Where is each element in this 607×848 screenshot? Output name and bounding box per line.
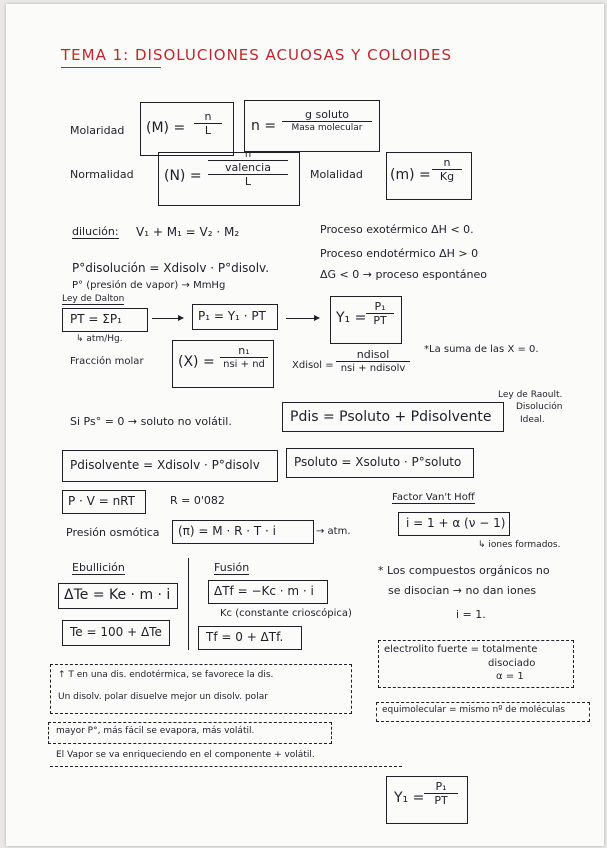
moles-fraction [282, 108, 372, 135]
suma-x-note: *La suma de las X = 0. [424, 344, 539, 355]
proceso-endotermico: Proceso endotérmico ΔH > 0 [320, 247, 479, 260]
presion-osmotica-unit: → atm. [316, 526, 351, 537]
fraccion-num: n₁ [238, 344, 250, 357]
nota-endotermica: ↑ T en una dis. endotérmica, se favorece la dis. [58, 670, 274, 680]
si-ps-note: Si Ps° = 0 → soluto no volátil. [70, 415, 232, 428]
arrow-right-icon [286, 318, 318, 319]
moles-lhs: n = [251, 118, 277, 134]
divider [188, 558, 189, 650]
y1-den: PT [373, 314, 387, 327]
molalidad-num: n [443, 156, 451, 169]
presion-vapor-note: P° (presión de vapor) → MmHg [72, 280, 226, 291]
page-title: TEMA 1: DISOLUCIONES ACUOSAS Y COLOIDES [61, 46, 452, 64]
pdis-eq: Pdis = Psoluto + Pdisolvente [290, 409, 492, 425]
arrow-right-icon [152, 318, 182, 319]
xdisol-num: ndisol [356, 348, 390, 361]
electrolito-line3: α = 1 [496, 671, 524, 682]
tf-eq: Tf = 0 + ΔTf. [206, 630, 284, 644]
organicos-line2: se disocian → no dan iones [388, 584, 537, 597]
title-underline [61, 67, 161, 68]
factor-label: Factor Van't Hoff [392, 492, 475, 503]
normalidad-fraction [208, 150, 288, 188]
dashed-underline [50, 766, 402, 767]
presion-osmotica-label: Presión osmótica [66, 526, 160, 539]
presion-disolucion-eq: P°disolución = Xdisolv · P°disolv. [72, 261, 270, 275]
equimolecular-note: equimolecular = mismo nº de moléculas [382, 705, 566, 715]
organicos-line3: i = 1. [456, 608, 486, 621]
molaridad-label: Molaridad [70, 124, 125, 137]
nota-volatil: mayor P°, más fácil se evapora, más volátil. [56, 726, 255, 736]
normalidad-lhs: (N) = [164, 168, 202, 184]
normalidad-den: L [244, 175, 252, 188]
kc-note: Kc (constante crioscópica) [220, 608, 352, 619]
molaridad-fraction [194, 110, 222, 137]
r-const: R = 0'082 [170, 494, 225, 507]
y1-lhs: Y₁ = [336, 310, 367, 326]
xdisol-den: nsi + ndisolv [340, 363, 406, 374]
nota-polar: Un disolv. polar disuelve mejor un disolv. polar [58, 692, 268, 702]
pt-eq: PT = ΣP₁ [70, 312, 122, 326]
molaridad-den: L [204, 124, 212, 137]
fusion-eq: ΔTf = −Kc · m · i [214, 584, 314, 598]
y1-final-den: PT [434, 794, 448, 807]
fraccion-den: nsi + nd [223, 359, 265, 370]
xdisol-fraction [336, 348, 410, 375]
molalidad-lhs: (m) = [390, 167, 431, 183]
y1-final-num: P₁ [435, 780, 447, 793]
molaridad-num: n [204, 110, 212, 123]
y1-num: P₁ [374, 300, 386, 313]
te-eq: Te = 100 + ΔTe [70, 625, 162, 639]
presion-osmotica-eq: (π) = M · R · T · i [178, 524, 276, 538]
fusion-label: Fusión [214, 561, 250, 574]
xdisol-lhs: Xdisol = [292, 360, 334, 371]
dilucion-eq: V₁ + M₁ = V₂ · M₂ [136, 225, 240, 239]
ley-dalton-label: Ley de Dalton [62, 294, 125, 304]
molalidad-den: Kg [439, 170, 455, 183]
y1-fraction [366, 300, 394, 327]
normalidad-num-bottom: valencia [225, 161, 271, 174]
molaridad-lhs: (M) = [146, 120, 186, 136]
organicos-line1: * Los compuestos orgánicos no [378, 564, 550, 577]
fraccion-fraction [220, 344, 268, 371]
electrolito-line1: electrolito fuerte = totalmente [384, 644, 538, 655]
ley-raoult-label: Ley de Raoult. [498, 390, 563, 400]
electrolito-line2: disociado [488, 658, 536, 669]
y1-final-fraction [424, 780, 458, 807]
proceso-espontaneo: ΔG < 0 → proceso espontáneo [320, 268, 487, 281]
ebullicion-eq: ΔTe = Ke · m · i [64, 587, 171, 603]
proceso-exotermico: Proceso exotérmico ΔH < 0. [320, 223, 474, 236]
ley-raoult-line2: Disolución [516, 402, 563, 412]
fraccion-label: Fracción molar [70, 356, 144, 367]
p1-eq: P₁ = Y₁ · PT [198, 309, 266, 323]
dilucion-label: dilución: [72, 225, 119, 238]
fraccion-lhs: (X) = [178, 354, 215, 370]
notebook-page [6, 4, 604, 846]
psoluto-eq: Psoluto = Xsoluto · P°soluto [294, 455, 462, 469]
molalidad-fraction [432, 156, 462, 183]
pt-unit: ↳ atm/Hg. [76, 334, 123, 344]
normalidad-label: Normalidad [70, 168, 134, 181]
gases-eq: P · V = nRT [68, 494, 135, 508]
ley-raoult-line3: Ideal. [520, 415, 545, 425]
molalidad-label: Molalidad [310, 168, 363, 181]
nota-vapor: El Vapor se va enriqueciendo en el componente + volátil. [56, 750, 315, 760]
factor-eq: i = 1 + α (ν − 1) [406, 516, 506, 530]
pdisolvente-eq: Pdisolvente = Xdisolv · P°disolv [70, 458, 260, 472]
moles-num: g soluto [304, 108, 349, 121]
ebullicion-label: Ebullición [72, 561, 125, 574]
moles-den: Masa molecular [291, 123, 363, 133]
normalidad-num-top: n [244, 149, 252, 160]
iones-formados-note: ↳ iones formados. [478, 540, 561, 550]
y1-final-lhs: Y₁ = [394, 790, 425, 806]
